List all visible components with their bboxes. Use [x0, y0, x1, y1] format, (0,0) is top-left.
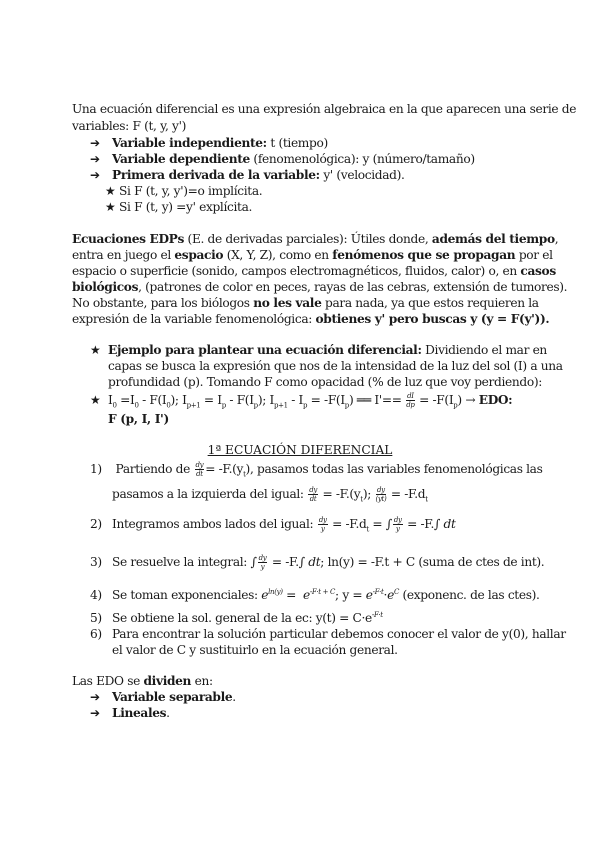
arrow-icon: ➔: [90, 136, 100, 150]
bullet-independent: ➔ Variable independiente: t (tiempo): [90, 136, 328, 150]
arrow-icon: ➔: [90, 168, 100, 182]
star-icon: ★: [90, 343, 101, 357]
step-2: 2) Integramos ambos lados del igual: $\frac{dy}{y}$ = $-F.d_t$ = ∫ $\frac{dy}{y}$ = -F.∫ dt: [90, 516, 456, 534]
equation-chain: $I_0 =I_0 - F(I_0)$; $I_{p+1} = I_p - F(I_p)$; $I_{p+1} - I_p = -F(I_p)$ ══ I'== $\frac{dI}{dp}$ = $-F(I_p)$ →: [108, 392, 479, 410]
edps-line-6: expresión de la variable fenomenológica: obtienes y' pero buscas y (y = F(y')).: [72, 312, 550, 326]
step-4: 4) Se toman exponenciales: $e^{ln(y)} = e^{-F\cdot t + C}$; $y = e^{-F\cdot t}\cdot e^C$ (exponenc. de las ctes).: [90, 587, 540, 602]
bullet-first-derivative: ➔ Primera derivada de la variable: y' (velocidad).: [90, 168, 405, 182]
step-1: 1) Partiendo de $\frac{dy}{dt}$ = $-F.(y_t)$, pasamos todas las variables fenomenológicas las: [90, 461, 543, 479]
example-equation: ★ $I_0 =I_0 - F(I_0)$; $I_{p+1} = I_p - F(I_p)$; $I_{p+1} - I_p = -F(I_p)$ ══ I'== $\frac{dI}{dp}$ = $-F(I_p)$ → EDO:: [90, 392, 513, 410]
star-icon: ★: [105, 200, 116, 214]
edps-line-3: espacio o superficie (sonido, campos electromagnéticos, fluidos, calor) o, en casos: [72, 264, 556, 278]
arrow-icon: ➔: [90, 690, 100, 704]
step-3: 3) Se resuelve la integral: ∫ $\frac{dy}{y}$ = -F.∫ dt; ln(y) = -F.t + C (suma de ctes de int).: [90, 554, 545, 571]
example-edo-form: F (p, I, I'): [108, 412, 169, 426]
star-icon: ★: [105, 184, 116, 198]
intro-line-2: variables: F (t, y, y'): [72, 119, 186, 133]
step-1-continued: pasamos a la izquierda del igual: $\frac{dy}{dt}$ = $-F.(y_t)$; $\frac{dy}{(yt)}$ = $-F.d_t$: [112, 486, 428, 504]
example-line-2: capas se busca la expresión que nos de la intensidad de la luz del sol (I) a una: [108, 359, 563, 373]
edps-line-1: Ecuaciones EDPs (E. de derivadas parciales): Útiles donde, además del tiempo,: [72, 232, 559, 246]
edps-line-5: No obstante, para los biólogos no les vale para nada, ya que estos requieren la: [72, 296, 539, 310]
section-title: 1ª ECUACIÓN DIFERENCIAL: [207, 443, 393, 457]
arrow-icon: ➔: [90, 706, 100, 720]
intro-line-1: Una ecuación diferencial es una expresión algebraica en la que aparecen una serie de: [72, 102, 577, 116]
edps-line-2: entra en juego el espacio (X, Y, Z), como en fenómenos que se propagan por el: [72, 248, 553, 262]
example-line-1: ★ Ejemplo para plantear una ecuación diferencial: Dividiendo el mar en: [90, 343, 547, 357]
edps-line-4: biológicos, (patrones de color en peces, rayas de las cebras, extensión de tumores).: [72, 280, 568, 294]
edo-types-intro: Las EDO se dividen en:: [72, 674, 213, 688]
step-6: 6) Para encontrar la solución particular debemos conocer el valor de y(0), hallar: [90, 627, 566, 641]
star-icon: ★: [90, 393, 101, 407]
sub-bullet-explicit: ★ Si F (t, y) =y' explícita.: [105, 200, 253, 214]
edo-type-linear: ➔ Lineales.: [90, 706, 170, 720]
example-line-3: profundidad (p). Tomando F como opacidad (% de luz que voy perdiendo):: [108, 375, 542, 389]
bullet-dependent: ➔ Variable dependiente (fenomenológica): y (número/tamaño): [90, 152, 475, 166]
step-5: 5) Se obtiene la sol. general de la ec: $y(t) = C\cdot e^{-F\cdot t}$: [90, 610, 383, 625]
step-6-continued: el valor de C y sustituirlo en la ecuación general.: [112, 643, 398, 657]
arrow-icon: ➔: [90, 152, 100, 166]
sub-bullet-implicit: ★ Si F (t, y, y')=o implícita.: [105, 184, 263, 198]
edo-type-separable: ➔ Variable separable.: [90, 690, 236, 704]
